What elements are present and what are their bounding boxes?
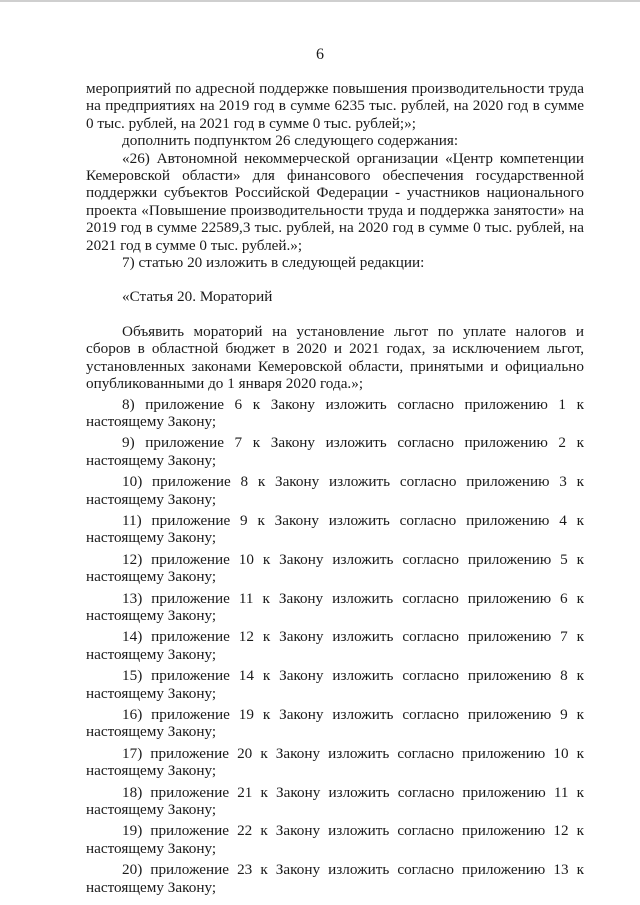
list-item-tail: настоящему Закону; — [86, 606, 217, 624]
list-item-tail: настоящему Закону; — [86, 684, 217, 702]
document-body — [86, 80, 584, 900]
list-item-line: 14) приложение 12 к Закону изложить согласно приложению 7 к — [122, 628, 584, 646]
article-20-heading: «Статья 20. Мораторий — [122, 288, 273, 306]
list-item — [86, 628, 584, 663]
paragraph-moratorium: Объявить мораторий на установление льгот по уплате налогов и сборов в областной бюджет в 2020 и 2021 годах, за исключением льгот, установленных законами Кемеровской области, принятыми и официально опубликованными до 1 января 2020 года.»; — [86, 322, 584, 393]
list-item-tail: настоящему Закону; — [86, 568, 217, 586]
paragraph-article-20-instruction: 7) статью 20 изложить в следующей редакции: — [122, 254, 425, 272]
paragraph-subclause-26: «26) Автономной некоммерческой организации «Центр компетенции Кемеровской области» для финансового обеспечения государственной поддержки субъектов Российской Федерации - участников национального проекта «Повышение производительности труда и поддержка занятости» на 2019 год в сумме 22589,3 тыс. рублей, на 2020 год в сумме 0 тыс. рублей, на 2021 год в сумме 0 тыс. рублей.»; — [86, 149, 584, 254]
list-item — [86, 784, 584, 819]
list-item-line: 15) приложение 14 к Закону изложить согласно приложению 8 к — [122, 667, 584, 685]
list-item — [86, 745, 584, 780]
list-item — [86, 861, 584, 896]
list-item-tail: настоящему Закону; — [86, 878, 217, 896]
list-item-line: 9) приложение 7 к Закону изложить согласно приложению 2 к — [122, 434, 584, 452]
list-item-tail: настоящему Закону; — [86, 451, 217, 469]
list-item-tail: настоящему Закону; — [86, 801, 217, 819]
list-item-line: 12) приложение 10 к Закону изложить согласно приложению 5 к — [122, 550, 584, 568]
list-item-line: 10) приложение 8 к Закону изложить согласно приложению 3 к — [122, 473, 584, 491]
paragraph-continuation: мероприятий по адресной поддержке повышения производительности труда на предприятиях на 2019 год в сумме 6235 тыс. рублей, на 2020 год в сумме 0 тыс. рублей, на 2021 год в сумме 0 тыс. рублей;»; — [86, 80, 584, 132]
list-item — [86, 551, 584, 586]
list-item-tail: настоящему Закону; — [86, 762, 217, 780]
page-number: 6 — [316, 46, 324, 63]
list-item — [86, 822, 584, 857]
list-item — [86, 473, 584, 508]
list-item — [86, 590, 584, 625]
list-item — [86, 434, 584, 469]
list-item-tail: настоящему Закону; — [86, 839, 217, 857]
list-item — [86, 512, 584, 547]
list-item — [86, 706, 584, 741]
list-item-line: 18) приложение 21 к Закону изложить согласно приложению 11 к — [122, 783, 584, 801]
list-item-tail: настоящему Закону; — [86, 529, 217, 547]
paragraph-add-subclause: дополнить подпунктом 26 следующего содержания: — [122, 132, 459, 150]
list-item-line: 20) приложение 23 к Закону изложить согласно приложению 13 к — [122, 861, 584, 879]
list-item-tail: настоящему Закону; — [86, 412, 217, 430]
spacer — [86, 306, 584, 323]
top-edge-rule — [0, 0, 640, 2]
list-item — [86, 667, 584, 702]
spacer — [86, 271, 584, 288]
list-item-line: 8) приложение 6 к Закону изложить согласно приложению 1 к — [122, 395, 584, 413]
list-item-line: 19) приложение 22 к Закону изложить согласно приложению 12 к — [122, 822, 584, 840]
list-item-tail: настоящему Закону; — [86, 645, 217, 663]
list-item-tail: настоящему Закону; — [86, 723, 217, 741]
list-item-line: 13) приложение 11 к Закону изложить согласно приложению 6 к — [122, 589, 584, 607]
list-item — [86, 396, 584, 431]
list-item-line: 11) приложение 9 к Закону изложить согласно приложению 4 к — [122, 511, 584, 529]
list-item-tail: настоящему Закону; — [86, 490, 217, 508]
list-item-line: 17) приложение 20 к Закону изложить согласно приложению 10 к — [122, 744, 584, 762]
list-item-line: 16) приложение 19 к Закону изложить согласно приложению 9 к — [122, 706, 584, 723]
appendix-list — [86, 396, 584, 897]
